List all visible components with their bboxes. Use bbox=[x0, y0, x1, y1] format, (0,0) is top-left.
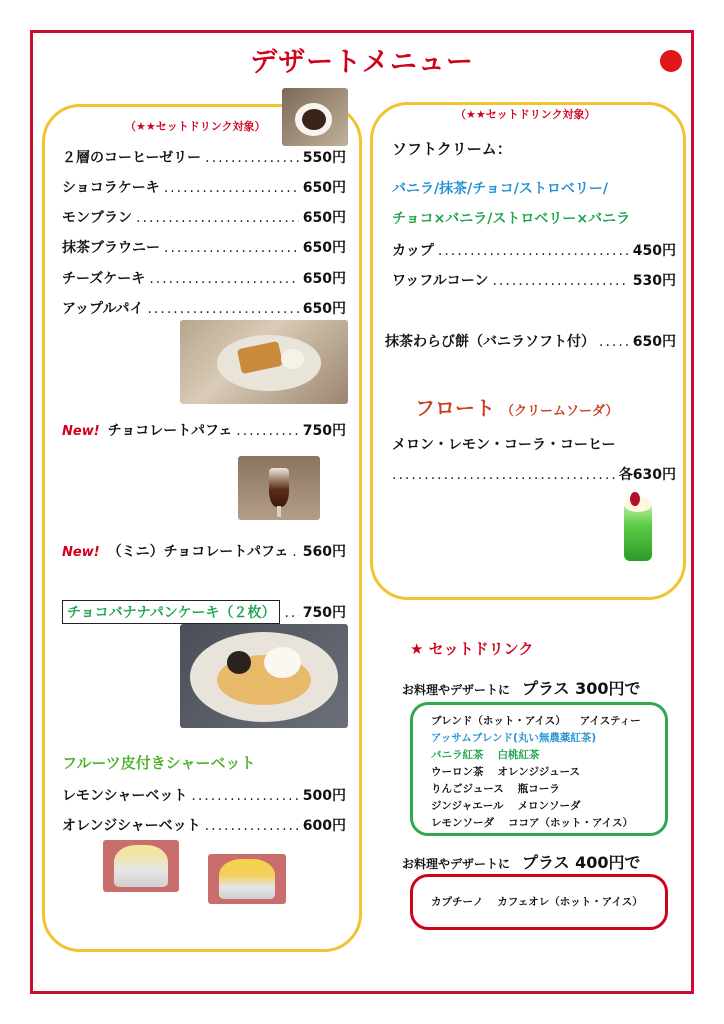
menu-item: 抹茶ブラウニー ..... 650円 bbox=[62, 237, 346, 257]
menu-item-pancake: チョコバナナパンケーキ（２枚） ..... 750円 bbox=[62, 600, 346, 624]
menu-item-warabi: 抹茶わらび餅（バニラソフト付） ..... 650円 bbox=[385, 331, 676, 351]
float-flavors: メロン・レモン・コーラ・コーヒー bbox=[392, 437, 616, 453]
red-dot-decoration bbox=[660, 50, 682, 72]
left-set-drink-tag: （★★セットドリンク対象） bbox=[125, 120, 266, 133]
drink-line: ジンジャエール メロンソーダ bbox=[431, 800, 581, 812]
menu-item-mini-parfait: New! （ミニ）チョコレートパフェ ..... 560円 bbox=[62, 541, 346, 561]
drink-line: ブレンド（ホット・アイス） アイスティー bbox=[431, 715, 641, 727]
menu-item: レモンシャーベット ..... 500円 bbox=[62, 785, 346, 805]
coffee-jelly-photo bbox=[282, 88, 348, 146]
soft-cream-flavors-1: バニラ/抹茶/チョコ/ストロベリー/ bbox=[392, 181, 609, 197]
soft-cream-heading: ソフトクリーム： bbox=[392, 140, 512, 158]
apple-pie-photo bbox=[180, 320, 348, 404]
plus-400-drink-box bbox=[410, 874, 668, 930]
drink-line: りんごジュース 瓶コーラ bbox=[431, 783, 560, 795]
drink-line: カプチーノ カフェオレ（ホット・アイス） bbox=[431, 895, 643, 908]
parfait-photo bbox=[238, 456, 320, 520]
set-drink-heading: ★ セットドリンク bbox=[410, 640, 534, 658]
page-title: デザートメニュー bbox=[250, 47, 474, 78]
menu-item: ２層のコーヒーゼリー ..... 550円 bbox=[62, 147, 346, 167]
new-badge: New! bbox=[62, 424, 100, 439]
right-set-drink-tag: （★★セットドリンク対象） bbox=[455, 108, 596, 121]
drink-line: バニラ紅茶 白桃紅茶 bbox=[431, 749, 540, 761]
drink-line: アッサムブレンド(丸い無農薬紅茶) bbox=[431, 732, 597, 744]
plus-300-drink-box bbox=[410, 702, 668, 836]
menu-item: モンブラン ..... 650円 bbox=[62, 207, 346, 227]
menu-item: チーズケーキ ..... 650円 bbox=[62, 268, 346, 288]
plus-400-line: お料理やデザートに プラス 400円で bbox=[402, 853, 641, 872]
new-badge: New! bbox=[62, 545, 100, 560]
menu-item: オレンジシャーベット ..... 600円 bbox=[62, 815, 346, 835]
soft-cream-flavors-2: チョコ×バニラ/ストロベリー×バニラ bbox=[392, 211, 631, 227]
drink-line: レモンソーダ ココア（ホット・アイス） bbox=[431, 817, 633, 829]
plus-300-line: お料理やデザートに プラス 300円で bbox=[402, 679, 641, 698]
sherbet-heading: フルーツ皮付きシャーベット bbox=[62, 754, 256, 772]
cream-soda-photo bbox=[618, 492, 658, 562]
pancake-photo bbox=[180, 624, 348, 728]
drink-line: ウーロン茶 オレンジジュース bbox=[431, 766, 580, 778]
menu-item-parfait: New! チョコレートパフェ ..... 750円 bbox=[62, 420, 346, 440]
menu-item: ワッフルコーン ..... 530円 bbox=[392, 270, 676, 290]
orange-sherbet-photo bbox=[208, 854, 286, 904]
menu-item: カップ ..... 450円 bbox=[392, 240, 676, 260]
lemon-sherbet-photo bbox=[103, 840, 179, 892]
menu-item: ショコラケーキ ..... 650円 bbox=[62, 177, 346, 197]
float-heading: フロート （クリームソーダ） bbox=[415, 396, 619, 420]
menu-item: アップルパイ ..... 650円 bbox=[62, 298, 346, 318]
float-price-row: ..... 各630円 bbox=[392, 464, 676, 484]
